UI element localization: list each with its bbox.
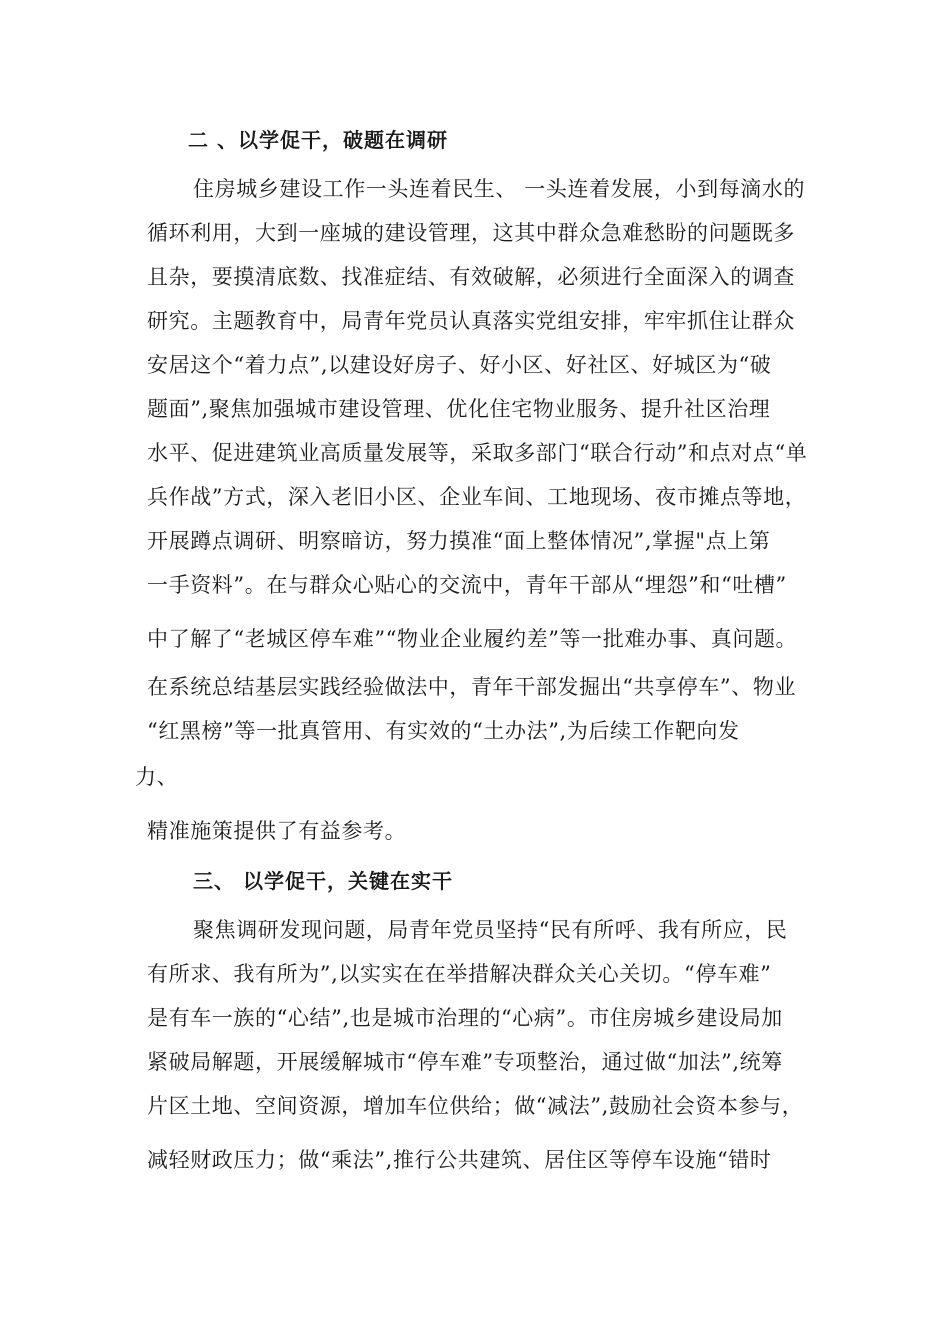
section-heading-3: 三、 以学促干，关键在实干	[193, 869, 453, 893]
section-heading-2: 二 、以学促干，破题在调研	[188, 128, 448, 152]
paragraph-line: 且杂，要摸清底数、找准症结、有效破解，必须进行全面深入的调查	[147, 265, 795, 289]
paragraph-line: 片区土地、空间资源，增加车位供给；做“减法”,鼓励社会资本参与，	[147, 1094, 804, 1118]
paragraph-line: 是有车一族的“心结”,也是城市治理的“心病”。市住房城乡建设局加	[147, 1006, 783, 1030]
paragraph-line: 一手资料”。在与群众心贴心的交流中，青年干部从“埋怨”和“吐槽”	[147, 573, 787, 597]
paragraph-line: 住房城乡建设工作一头连着民生、 一头连着发展，小到每滴水的	[193, 177, 806, 201]
paragraph-line: “红黑榜”等一批真管用、有实效的“土办法”,为后续工作靶向发	[147, 719, 740, 743]
paragraph-line: 循环利用，大到一座城的建设管理，这其中群众急难愁盼的问题既多	[147, 221, 795, 245]
paragraph-line: 题面”,聚焦加强城市建设管理、优化住宅物业服务、提升社区治理	[147, 397, 771, 421]
paragraph-line: 中了解了“老城区停车难”“物业企业履约差”等一批难办事、真问题。	[147, 627, 798, 651]
paragraph-line: 有所求、我有所为”,以实实在在举措解决群众关心关切。“停车难”	[147, 962, 772, 986]
paragraph-line: 在系统总结基层实践经验做法中，青年干部发掘出“共享停车”、物业	[147, 675, 797, 699]
paragraph-line: 研究。主题教育中，局青年党员认真落实党组安排，牢牢抓住让群众	[147, 309, 795, 333]
paragraph-line: 安居这个“着力点”,以建设好房子、好小区、好社区、好城区为“破	[147, 353, 772, 377]
paragraph-line: 紧破局解题，开展缓解城市“停车难”专项整治，通过做“加法”,统筹	[147, 1050, 783, 1074]
paragraph-line: 力、	[135, 765, 179, 789]
paragraph-line: 精准施策提供了有益参考。	[147, 819, 407, 843]
paragraph-line: 兵作战”方式，深入老旧小区、企业车间、工地现场、夜市摊点等地，	[147, 485, 807, 509]
paragraph-line: 减轻财政压力；做“乘法”,推行公共建筑、居住区等停车设施“错时	[147, 1148, 772, 1172]
paragraph-line: 聚焦调研发现问题，局青年党员坚持“民有所呼、我有所应，民	[193, 918, 788, 942]
paragraph-line: 水平、促进建筑业高质量发展等，采取多部门“联合行动”和点对点“单	[147, 441, 808, 465]
paragraph-line: 开展蹲点调研、明察暗访，努力摸准“面上整体情况”,掌握"点上第	[147, 529, 771, 553]
